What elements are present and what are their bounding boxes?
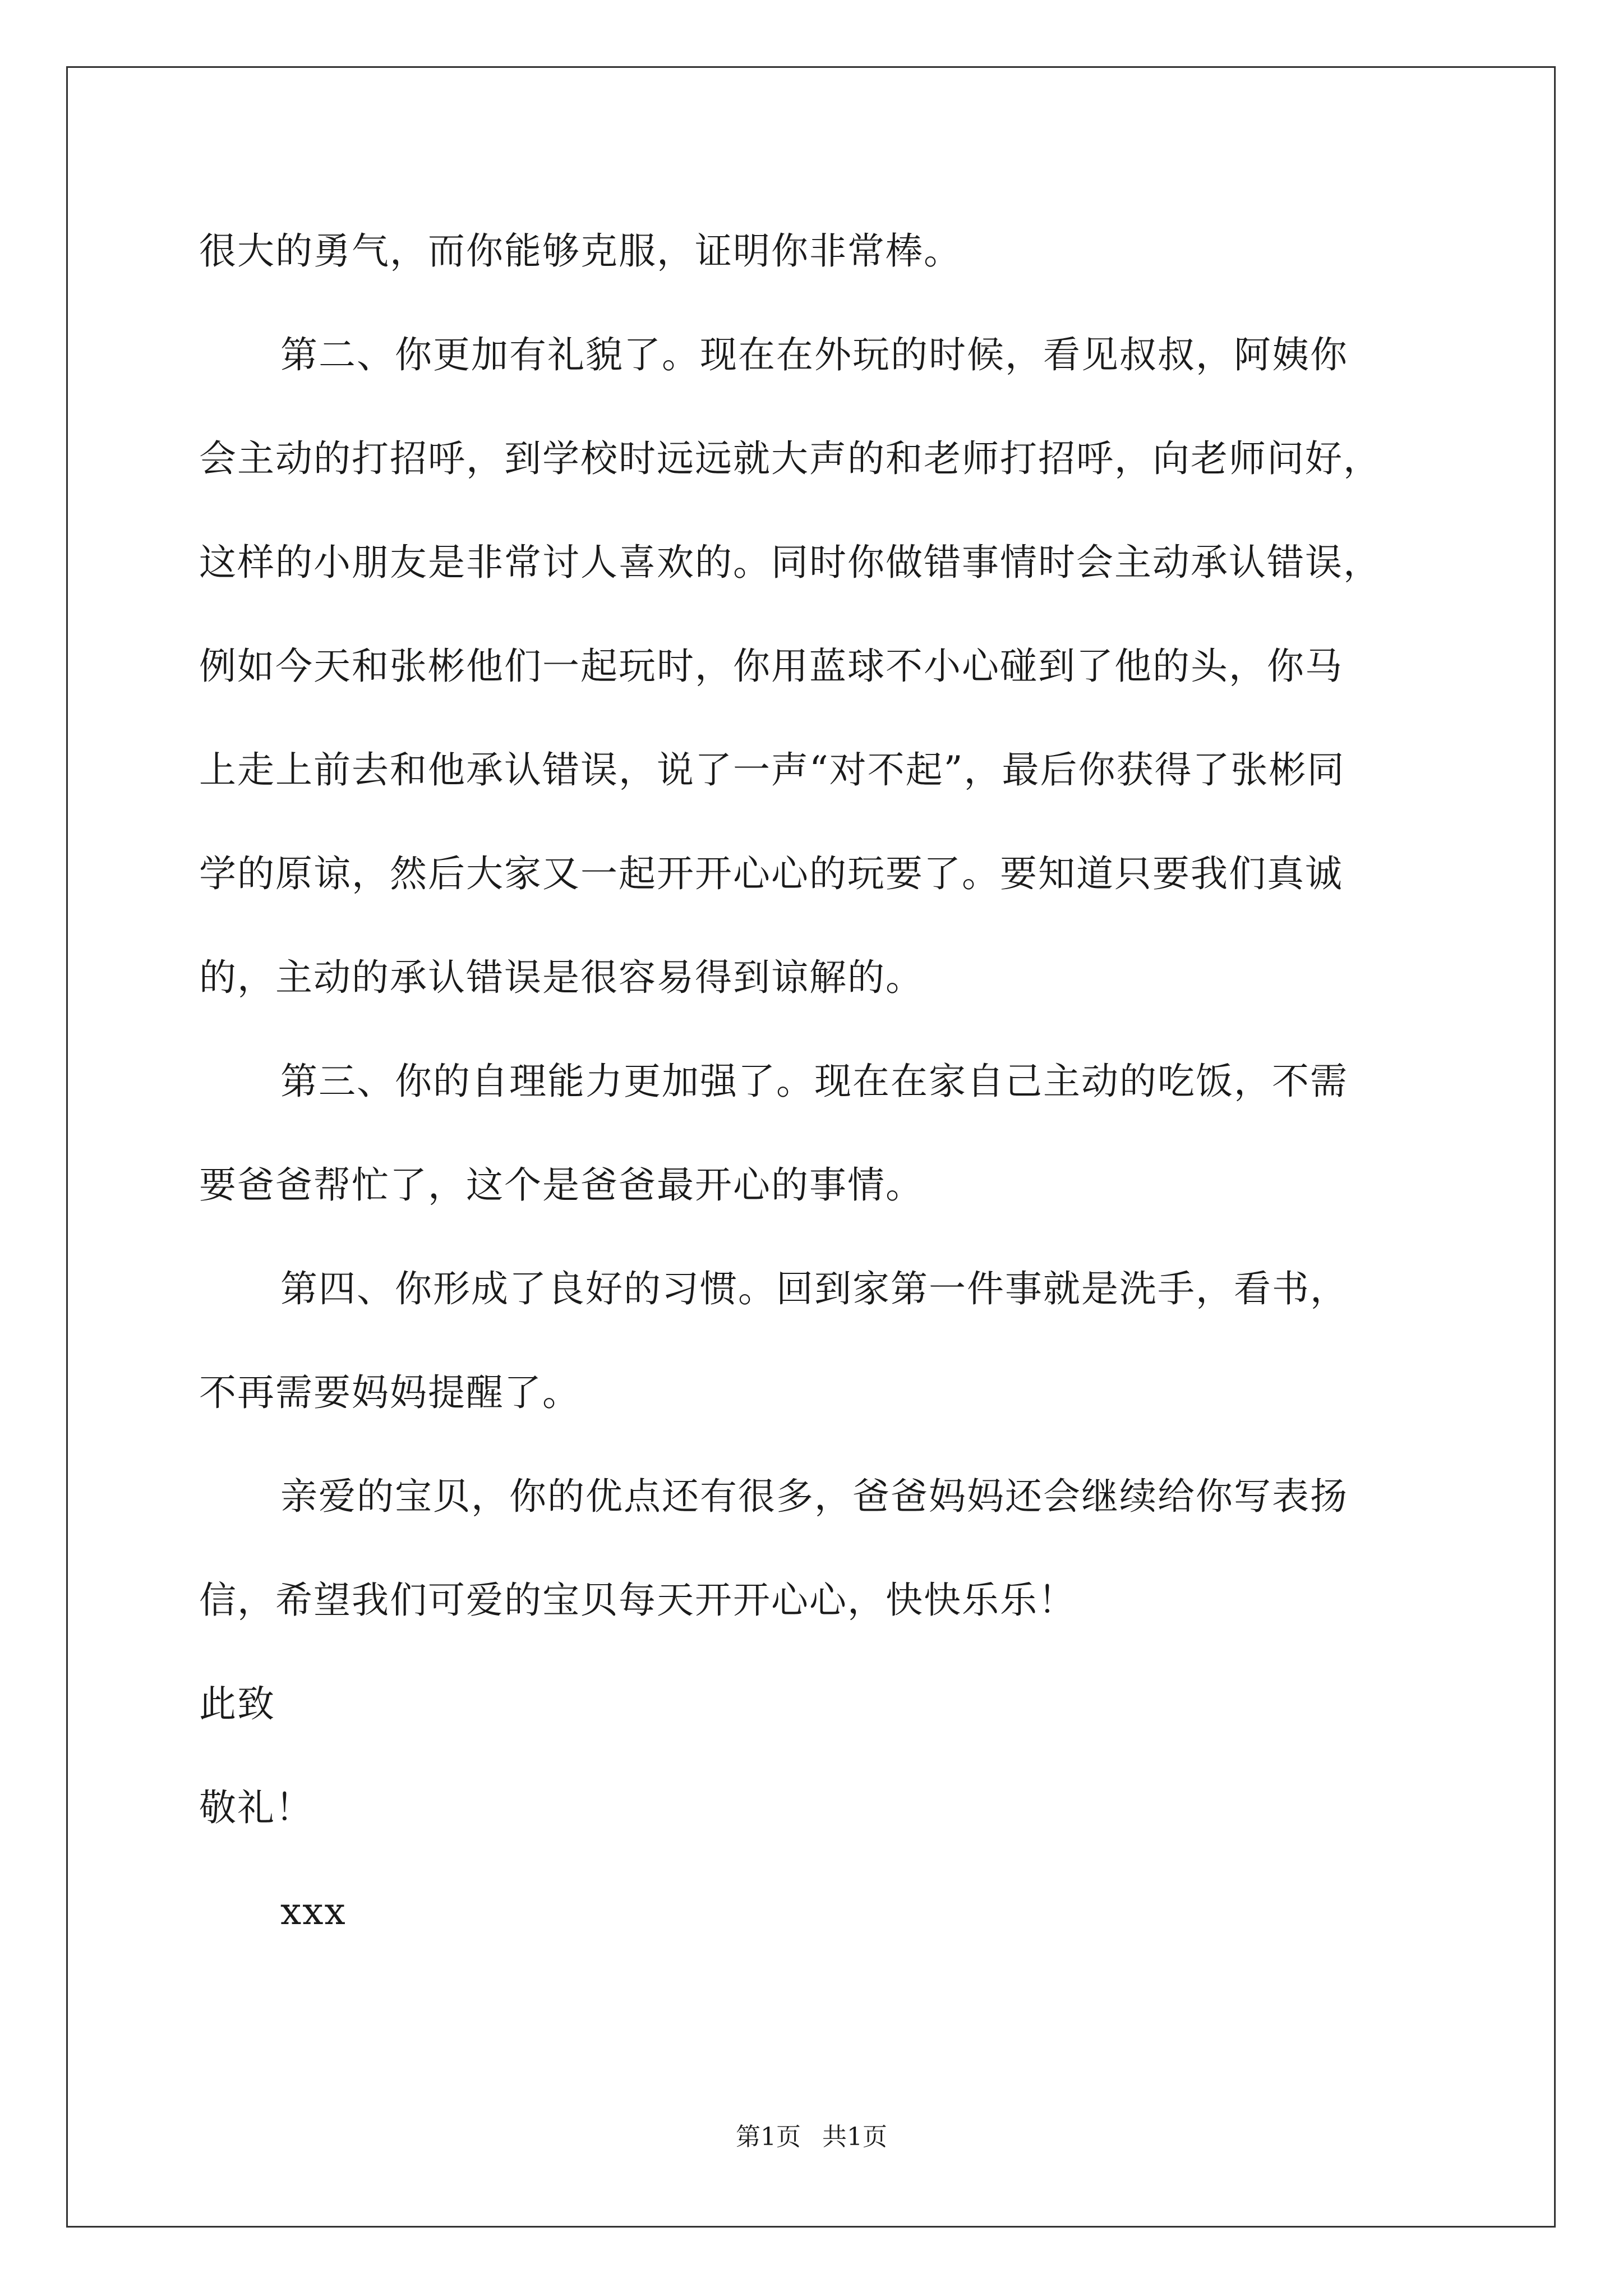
body-line: 这样的小朋友是非常讨人喜欢的。同时你做错事情时会主动承认错误， — [199, 541, 1381, 584]
body-line: 上走上前去和他承认错误，说了一声“对不起”，最后你获得了张彬同 — [199, 748, 1345, 792]
body-line: 会主动的打招呼，到学校时远远就大声的和老师打招呼，向老师问好， — [199, 437, 1381, 480]
paragraph-start-line: 第四、你形成了良好的习惯。回到家第一件事就是洗手，看书， — [280, 1267, 1348, 1310]
signature: xxx — [280, 1890, 347, 1933]
closing-salutation: 敬礼！ — [199, 1786, 313, 1829]
body-line: 信，希望我们可爱的宝贝每天开开心心，快快乐乐！ — [199, 1579, 1076, 1622]
body-line: 的，主动的承认错误是很容易得到谅解的。 — [199, 956, 924, 999]
paragraph-start-line: 亲爱的宝贝，你的优点还有很多，爸爸妈妈还会继续给你写表扬 — [280, 1475, 1348, 1518]
paragraph-start-line: 第三、你的自理能力更加强了。现在在家自己主动的吃饭，不需 — [280, 1060, 1348, 1103]
paragraph-start-line: 第二、你更加有礼貌了。现在在外玩的时候，看见叔叔，阿姨你 — [280, 333, 1348, 376]
body-line: 学的原谅，然后大家又一起开开心心的玩要了。要知道只要我们真诚 — [199, 852, 1343, 895]
body-line: 很大的勇气，而你能够克服，证明你非常棒。 — [199, 229, 962, 273]
page-footer: 第1页 共1页 — [736, 2123, 887, 2151]
body-line: 例如今天和张彬他们一起玩时，你用蓝球不小心碰到了他的头，你马 — [199, 645, 1343, 688]
body-line: 要爸爸帮忙了，这个是爸爸最开心的事情。 — [199, 1163, 924, 1207]
closing-line: 此致 — [199, 1682, 275, 1726]
body-line: 不再需要妈妈提醒了。 — [199, 1371, 580, 1414]
